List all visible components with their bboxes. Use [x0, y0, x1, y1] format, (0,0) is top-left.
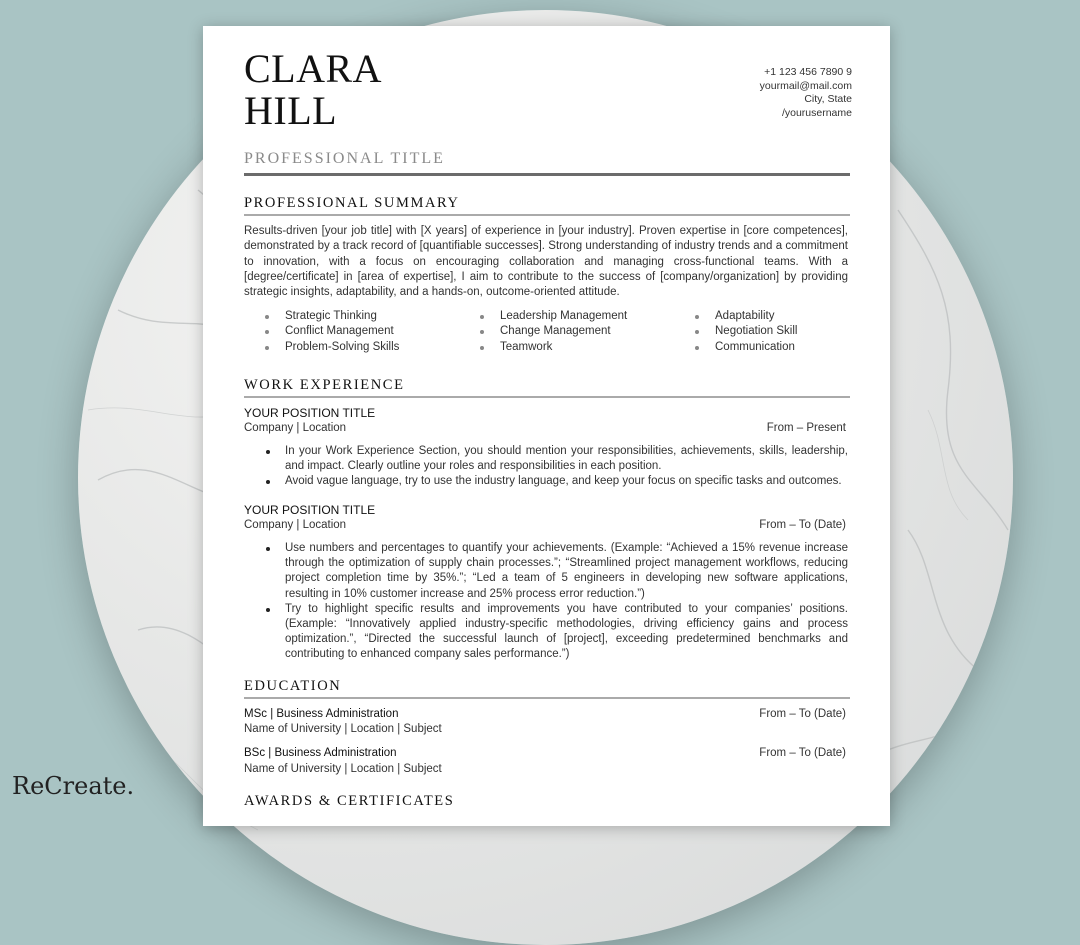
job-dates: From – To (Date): [759, 519, 846, 531]
education-school: Name of University | Location | Subject: [244, 723, 442, 735]
job-bullet: Try to highlight specific results and improvements you have contributed to your companies’ positions. (Example: “Innovatively applied industry-specific methodologies, driving efficiency gains and process optimization.”, “Directed the successful launch of [project], exceeding predetermined benchmarks and contributing to enhanced company sales performance.”): [285, 602, 848, 663]
job-bullet: In your Work Experience Section, you should mention your responsibilities, achievements, skills, leadership, and impact. Clearly outline your roles and responsibilities in each position.: [285, 444, 848, 474]
section-heading-awards: AWARDS & CERTIFICATES: [244, 793, 455, 809]
skill-item: Communication: [693, 340, 797, 355]
job-bullet: Avoid vague language, try to use the industry language, and keep your focus on specific tasks and outcomes.: [285, 474, 848, 489]
job-company: Company | Location: [244, 422, 347, 434]
skill-item: Change Management: [478, 324, 627, 339]
title-divider: [244, 173, 850, 176]
name-last: HILL: [244, 88, 338, 133]
skill-item: Leadership Management: [478, 309, 627, 324]
skill-item: Strategic Thinking: [263, 309, 399, 324]
job-bullet: Use numbers and percentages to quantify your achievements. (Example: “Achieved a 15% revenue increase through the optimization of supply chain processes.”; “Streamlined project management workflows, reducing project completion time by 35%.”; “Led a team of 5 engineers in developing new software applications, resulting in 10% customer increase and 25% process error reduction.”): [285, 541, 848, 602]
job-title: YOUR POSITION TITLE: [244, 406, 376, 420]
education-dates: From – To (Date): [759, 747, 846, 759]
job-bullets: [285, 444, 848, 490]
education-dates: From – To (Date): [759, 708, 846, 720]
contact-username: /yourusername: [781, 107, 852, 120]
contact-phone: +1 123 456 7890 9: [764, 66, 852, 78]
education-school: Name of University | Location | Subject: [244, 763, 442, 775]
professional-title: PROFESSIONAL TITLE: [244, 150, 445, 167]
education-degree: BSc | Business Administration: [244, 747, 397, 759]
job-title: YOUR POSITION TITLE: [244, 503, 376, 517]
skill-item: Negotiation Skill: [693, 324, 797, 339]
job-dates: From – Present: [766, 422, 846, 434]
section-heading-education: EDUCATION: [244, 678, 850, 699]
skill-item: Adaptability: [693, 309, 797, 324]
job-company: Company | Location: [244, 519, 347, 531]
candidate-name: [244, 48, 382, 132]
skill-item: Teamwork: [478, 340, 627, 355]
contact-email: yourmail@mail.com: [759, 79, 852, 92]
section-heading-summary: PROFESSIONAL SUMMARY: [244, 195, 850, 216]
contact-location: City, State: [804, 93, 852, 106]
skills-column-2: [478, 309, 627, 355]
skills-column-1: [263, 309, 399, 355]
contact-block: [760, 66, 852, 121]
name-first: CLARA: [244, 46, 383, 91]
skill-item: Conflict Management: [263, 324, 399, 339]
education-degree: MSc | Business Administration: [244, 708, 399, 720]
job-bullets: [285, 541, 848, 663]
section-heading-work: WORK EXPERIENCE: [244, 377, 850, 398]
resume-page: [203, 26, 890, 826]
skill-item: Problem-Solving Skills: [263, 340, 399, 355]
brand-logo-text: ReCreate.: [12, 772, 135, 800]
skills-column-3: [693, 309, 797, 355]
summary-text: Results-driven [your job title] with [X years] of experience in [your industry]. Proven expertise in [core competences], demonstrated by a track record of [quantifiable successes]. Strong understanding of industry trends and a commitment to innovation, with a focus on encouraging collaboration and managing cross-functional teams. With a [degree/certificate] in [area of expertise], I aim to contribute to the success of [company/organization] by providing strategic insights, adaptability, and a hands-on, outcome-oriented attitude.: [244, 225, 848, 299]
